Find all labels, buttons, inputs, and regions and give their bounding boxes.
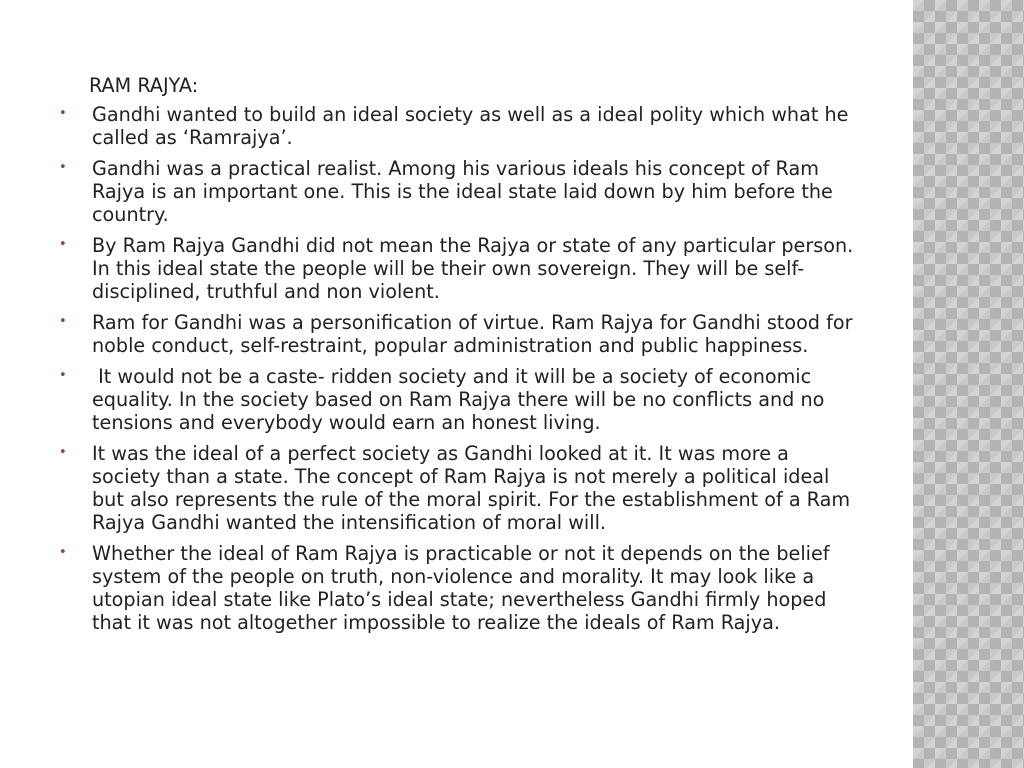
bullet-item: [56, 157, 856, 226]
bullet-item: [56, 365, 856, 434]
bullet-text: It was the ideal of a perfect society as Gandhi looked at it. It was more a society than a state. The concept of Ram Rajya is not merely a political ideal but also represents the rule of the moral spirit. For the establishment of a Ram Rajya Gandhi wanted the intensification of moral will.: [92, 442, 851, 534]
bullet-item: [56, 442, 856, 534]
bullet-icon: •: [59, 545, 67, 560]
bullet-icon: •: [59, 237, 67, 252]
bullet-icon: •: [59, 314, 67, 329]
bullet-text: Whether the ideal of Ram Rajya is practicable or not it depends on the belief system of the people on truth, non-violence and morality. It may look like a utopian ideal state like Plato’s ideal state; nevertheless Gandhi firmly hoped that it was not altogether impossible to realize the ideals of Ram Rajya.: [92, 542, 830, 634]
bullet-item: [56, 311, 856, 357]
bullet-text: Gandhi wanted to build an ideal society as well as a ideal polity which what he called as ‘Ramrajya’.: [92, 103, 849, 149]
bullet-item: [56, 103, 856, 149]
bullet-text: Gandhi was a practical realist. Among his various ideals his concept of Ram Rajya is an important one. This is the ideal state laid down by him before the country.: [92, 157, 833, 226]
bullet-icon: •: [59, 160, 67, 175]
bullet-text: Ram for Gandhi was a personification of virtue. Ram Rajya for Gandhi stood for noble conduct, self-restraint, popular administration and public happiness.: [92, 311, 853, 357]
bullet-icon: •: [59, 445, 67, 460]
slide-heading: RAM RAJYA:: [89, 74, 199, 97]
bullet-text: By Ram Rajya Gandhi did not mean the Rajya or state of any particular person. In this ideal state the people will be their own sovereign. They will be self- disciplined, truthful and non violent.: [92, 234, 854, 303]
slide-content: [56, 74, 856, 642]
bullet-item: [56, 234, 856, 303]
bullet-text: It would not be a caste- ridden society and it will be a society of economic equality. In the society based on Ram Rajya there will be no conflicts and no tensions and everybody would earn an honest living.: [92, 365, 831, 434]
bullet-item: [56, 542, 856, 634]
decorative-side-pattern: [913, 0, 1024, 768]
bullet-icon: •: [59, 368, 67, 383]
bullet-icon: •: [59, 106, 67, 121]
bullet-list: [56, 103, 856, 634]
